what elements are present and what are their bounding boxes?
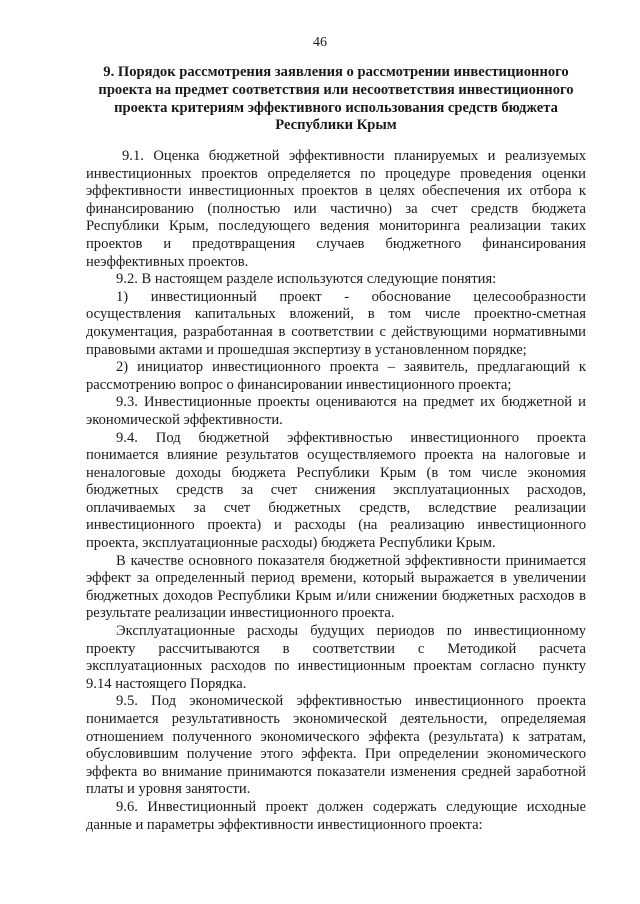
page-number: 46 (313, 35, 327, 50)
definition-item-1: 1) инвестиционный проект - обоснование целесообразности осуществления капитальных вложений, в том числе проектно-сметная документация, разработанная в соответствии с действующими нормативными правовыми актами и прошедшая экспертизу в установленном порядке; (86, 288, 586, 358)
definition-item-2: 2) инициатор инвестиционного проекта – заявитель, предлагающий к рассмотрению вопрос о финансировании инвестиционного проекта; (86, 359, 586, 393)
paragraph-main-indicator: В качестве основного показателя бюджетной эффективности принимается эффект за определенный период времени, который выражается в увеличении бюджетных доходов Республики Крым и/или снижении бюджетных расходов в результате реализации инвестиционного проекта. (86, 552, 586, 622)
paragraph-9-1: 9.1. Оценка бюджетной эффективности планируемых и реализуемых инвестиционных проектов определяется по процедуре проведения оценки эффективности инвестиционных проектов в целях обеспечения их отбора к финансированию (полностью или частично) за счет средств бюджета Республики Крым, последующего ведения мониторинга реализации таких проектов и предотвращения случаев бюджетного финансирования неэффективных проектов. (86, 148, 586, 270)
paragraph-operating-costs: Эксплуатационные расходы будущих периодов по инвестиционному проекту рассчитываются в соответствии с Методикой расчета эксплуатационных расходов по инвестиционным проектам согласно пункту 9.14 настоящего Порядка. (86, 623, 586, 692)
section-body (86, 148, 586, 834)
paragraph-9-4: 9.4. Под бюджетной эффективностью инвестиционного проекта понимается влияние результатов осуществляемого проекта на налоговые и неналоговые доходы бюджета Республики Крым (в том числе экономия бюджетных средств за счет снижения эксплуатационных расходов, оплачиваемых за счет бюджетных средств, вследствие реализации инвестиционного проекта) и расходы (на реализацию инвестиционного проекта, эксплуатационные расходы) бюджета Республики Крым. (86, 429, 586, 552)
paragraph-9-5: 9.5. Под экономической эффективностью инвестиционного проекта понимается результативность экономической деятельности, определяемая отношением полученного экономического эффекта (результата) к затратам, обусловившим получение этого эффекта. При определении экономического эффекта во внимание принимаются показатели изменения средней заработной платы и уровня занятости. (86, 693, 586, 798)
paragraph-9-2: 9.2. В настоящем разделе используются следующие понятия: (116, 271, 497, 288)
paragraph-9-6: 9.6. Инвестиционный проект должен содержать следующие исходные данные и параметры эффективности инвестиционного проекта: (86, 798, 586, 833)
paragraph-9-3: 9.3. Инвестиционные проекты оцениваются на предмет их бюджетной и экономической эффективности. (86, 394, 586, 428)
section-heading: 9. Порядок рассмотрения заявления о рассмотрении инвестиционного проекта на предмет соответствия или несоответствия инвестиционного проекта критериям эффективного использования средств бюджета Республики Крым (98, 64, 574, 134)
